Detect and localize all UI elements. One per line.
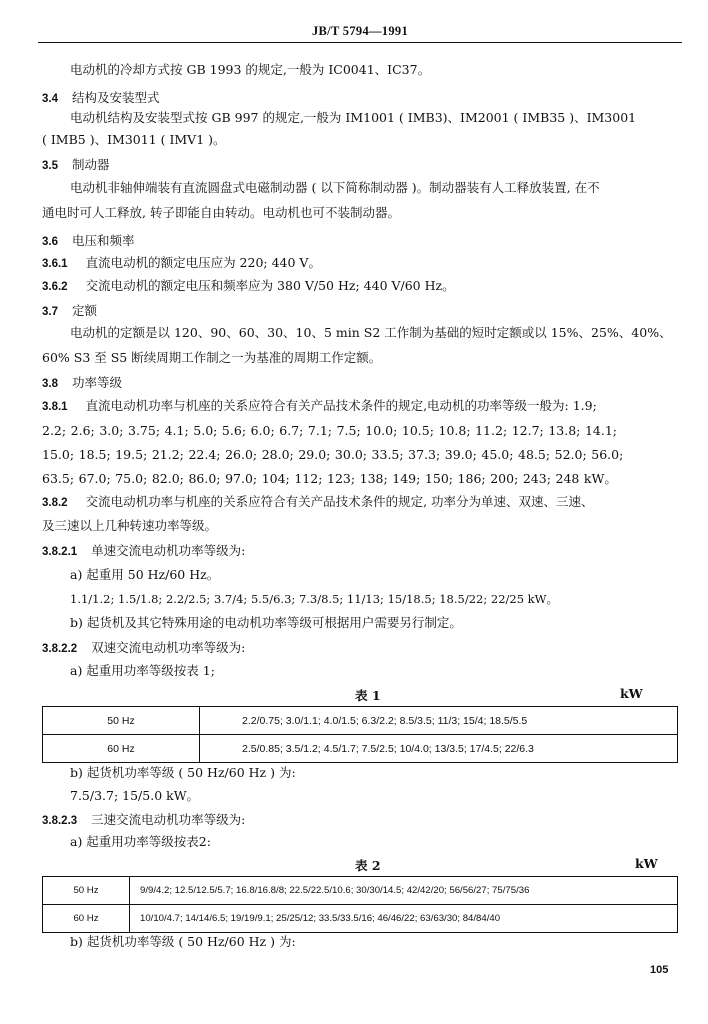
- section-number: 3.5: [42, 160, 58, 172]
- power-values-line: 15.0; 18.5; 19.5; 21.2; 22.4; 26.0; 28.0; 29.0; 30.0; 33.5; 37.3; 39.0; 45.0; 48.5; 52.0; 56.0;: [42, 447, 624, 462]
- table-2: [42, 876, 678, 933]
- list-item-b: b) 起货机功率等级 ( 50 Hz/60 Hz ) 为:: [70, 934, 296, 949]
- clause-text: 三速交流电动机功率等级为:: [91, 812, 246, 827]
- page-number: 105: [650, 964, 669, 976]
- clause-text: 直流电动机功率与机座的关系应符合有关产品技术条件的规定,电动机的功率等级一般为: 1.9;: [85, 398, 597, 413]
- paragraph-line: 及三速以上几种转速功率等级。: [42, 518, 218, 533]
- power-values-line: 63.5; 67.0; 75.0; 82.0; 86.0; 97.0; 104; 112; 123; 138; 149; 150; 186; 200; 243; 248 kW。: [42, 471, 617, 486]
- cooling-text: 电动机的冷却方式按 GB 1993 的规定,一般为 IC0041、IC37。: [70, 62, 431, 77]
- power-values-line: 1.1/1.2; 1.5/1.8; 2.2/2.5; 3.7/4; 5.5/6.3; 7.3/8.5; 11/13; 15/18.5; 18.5/22; 22/25 kW。: [70, 592, 558, 606]
- list-item-a: a) 起重用 50 Hz/60 Hz。: [70, 567, 220, 582]
- section-3-8-heading: [42, 375, 122, 392]
- table-1: [42, 706, 678, 763]
- section-3-7-heading: [42, 303, 97, 320]
- table-1-caption: 表 1: [355, 688, 381, 703]
- clause-text: 交流电动机的额定电压和频率应为 380 V/50 Hz; 440 V/60 Hz。: [85, 278, 455, 293]
- section-number: 3.6: [42, 236, 58, 248]
- document-code-header: JB/T 5794—1991: [312, 24, 408, 38]
- clause-number: 3.8.2.2: [42, 643, 78, 655]
- clause-number: 3.8.1: [42, 401, 68, 413]
- paragraph-line: 60% S3 至 S5 断续周期工作制之一为基准的周期工作定额。: [42, 350, 382, 365]
- table-cell-values: 10/10/4.7; 14/14/6.5; 19/19/9.1; 25/25/12; 33.5/33.5/16; 46/46/22; 63/63/30; 84/84/40: [130, 905, 678, 933]
- list-item-b: b) 起货机功率等级 ( 50 Hz/60 Hz ) 为:: [70, 765, 296, 780]
- table-cell-frequency: 60 Hz: [43, 905, 130, 933]
- paragraph-line: 电动机的定额是以 120、90、60、30、10、5 min S2 工作制为基础的短时定额或以 15%、25%、40%、: [70, 325, 672, 340]
- table-1-unit: kW: [620, 686, 643, 701]
- section-3-6-heading: [42, 233, 135, 250]
- table-cell-values: 2.5/0.85; 3.5/1.2; 4.5/1.7; 7.5/2.5; 10/4.0; 13/3.5; 17/4.5; 22/6.3: [200, 735, 678, 763]
- table-row: [43, 707, 678, 735]
- section-3-4-heading: [42, 90, 160, 107]
- clause-number: 3.8.2: [42, 497, 68, 509]
- section-3-5-heading: [42, 157, 110, 174]
- section-number: 3.7: [42, 306, 58, 318]
- header-rule: [38, 42, 682, 43]
- section-title: 制动器: [71, 157, 110, 172]
- clause-3-8-2-2: [42, 640, 245, 657]
- clause-3-8-2: [42, 494, 594, 511]
- clause-text: 单速交流电动机功率等级为:: [91, 543, 246, 558]
- section-title: 定额: [71, 303, 97, 318]
- clause-number: 3.8.2.1: [42, 546, 78, 558]
- table-row: [43, 905, 678, 933]
- paragraph-line: 通电时可人工释放, 转子即能自由转动。电动机也可不装制动器。: [42, 205, 400, 220]
- section-number: 3.8: [42, 378, 58, 390]
- table-cell-frequency: 50 Hz: [43, 707, 200, 735]
- table-row: [43, 877, 678, 905]
- clause-text: 交流电动机功率与机座的关系应符合有关产品技术条件的规定, 功率分为单速、双速、三速、: [85, 494, 594, 509]
- list-item-b: b) 起货机及其它特殊用途的电动机功率等级可根据用户需要另行制定。: [70, 615, 462, 630]
- clause-number: 3.6.1: [42, 258, 68, 270]
- table-row: [43, 735, 678, 763]
- table-2-caption: 表 2: [355, 858, 381, 873]
- clause-text: 双速交流电动机功率等级为:: [91, 640, 246, 655]
- clause-3-8-2-3: [42, 812, 245, 829]
- table-cell-values: 9/9/4.2; 12.5/12.5/5.7; 16.8/16.8/8; 22.5/22.5/10.6; 30/30/14.5; 42/42/20; 56/56/27; 75/75/36: [130, 877, 678, 905]
- section-title: 结构及安装型式: [71, 90, 160, 105]
- paragraph-line: 电动机非轴伸端装有直流圆盘式电磁制动器 ( 以下简称制动器 )。制动器装有人工释放装置, 在不: [70, 180, 600, 195]
- clause-number: 3.6.2: [42, 281, 68, 293]
- table-cell-frequency: 60 Hz: [43, 735, 200, 763]
- power-values-line: 2.2; 2.6; 3.0; 3.75; 4.1; 5.0; 5.6; 6.0; 6.7; 7.1; 7.5; 10.0; 10.5; 10.8; 11.2; 12.7; 13.8; 14.1;: [42, 423, 618, 438]
- clause-3-6-2: [42, 278, 455, 295]
- table-cell-frequency: 50 Hz: [43, 877, 130, 905]
- clause-3-8-1: [42, 398, 597, 415]
- clause-3-6-1: [42, 255, 321, 272]
- clause-3-8-2-1: [42, 543, 245, 560]
- table-cell-values: 2.2/0.75; 3.0/1.1; 4.0/1.5; 6.3/2.2; 8.5/3.5; 11/3; 15/4; 18.5/5.5: [200, 707, 678, 735]
- list-item-a: a) 起重用功率等级按表2:: [70, 834, 211, 849]
- section-number: 3.4: [42, 93, 58, 105]
- power-values-line: 7.5/3.7; 15/5.0 kW。: [70, 788, 200, 803]
- clause-number: 3.8.2.3: [42, 815, 78, 827]
- section-title: 电压和频率: [71, 233, 135, 248]
- section-title: 功率等级: [71, 375, 122, 390]
- paragraph-line: 电动机结构及安装型式按 GB 997 的规定,一般为 IM1001 ( IMB3)、IM2001 ( IMB35 )、IM3001: [70, 110, 637, 125]
- table-2-unit: kW: [635, 856, 658, 871]
- list-item-a: a) 起重用功率等级按表 1;: [70, 663, 215, 678]
- clause-text: 直流电动机的额定电压应为 220; 440 V。: [85, 255, 321, 270]
- paragraph-line: ( IMB5 )、IM3011 ( IMV1 )。: [42, 132, 226, 147]
